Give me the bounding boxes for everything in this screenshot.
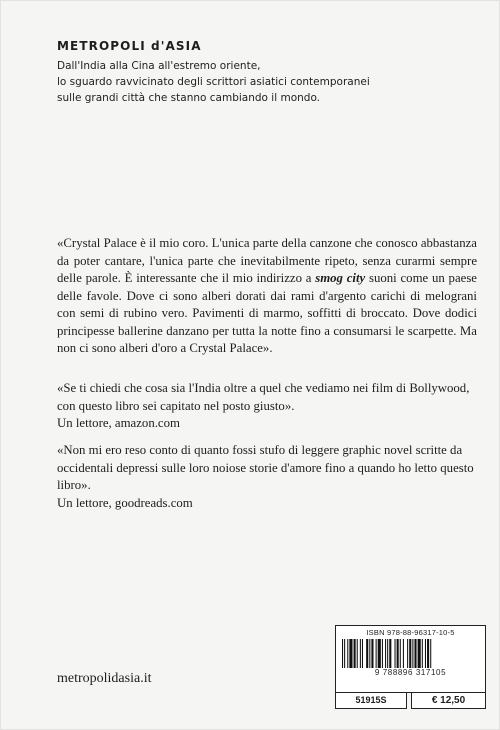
series-header <box>57 39 477 106</box>
review-text: «Se ti chiedi che cosa sia l'India oltre a quel che vediamo nei film di Bollywood, con questo libro sei capitato nel posto giusto». <box>57 381 470 413</box>
series-description-line: Dall'India alla Cina all'estremo oriente, <box>57 60 261 72</box>
review-quote <box>57 380 477 433</box>
main-quote-part: suoni come un paese delle favole. Dove ci sono alberi dorati dai rami d'argento carichi di melograni con semi di rubino vero. Pavimenti di marmo, soffitti di broccato. Dove dodici principesse ballerine danzano per tutta la notte fino a consumarsi le scarpette. Ma non ci sono alberi d'oro a Crystal Palace». <box>57 271 477 355</box>
review-text: «Non mi ero reso conto di quanto fossi stufo di leggere graphic novel scritte da occidentali depressi sulle loro noiose storie d'amore fino a quando ho letto questo libro». <box>57 443 474 492</box>
series-description-line: lo sguardo ravvicinato degli scrittori asiatici contemporanei <box>57 76 370 88</box>
series-title: METROPOLI d'ASIA <box>57 39 202 53</box>
main-quote-text <box>57 235 477 358</box>
price-label: € 12,50 <box>411 693 486 709</box>
isbn-label: ISBN 978-88-96317-10-5 <box>366 628 455 637</box>
barcode-panel <box>335 625 486 693</box>
review-source: Un lettore, goodreads.com <box>57 495 193 510</box>
product-code: 51915S <box>335 693 407 709</box>
main-quote-emphasis: smog city <box>315 271 366 285</box>
publisher-website[interactable]: metropolidasia.it <box>57 671 152 686</box>
main-quote-part: «Crystal Palace è il mio coro. L'unica parte della canzone che conosco abbastanza da poter cantare, l'unica parte che inevitabilmente ripeto, senza curarmi sempre delle parole. È interessante che il mio indirizzo a <box>57 236 477 285</box>
review-source: Un lettore, amazon.com <box>57 416 180 430</box>
review-quote <box>57 442 477 512</box>
ean-digits: 9 788896 317105 <box>340 668 481 677</box>
series-description <box>57 58 477 106</box>
main-quote <box>57 235 477 358</box>
series-description-line: sulle grandi città che stanno cambiando il mondo. <box>57 92 321 104</box>
